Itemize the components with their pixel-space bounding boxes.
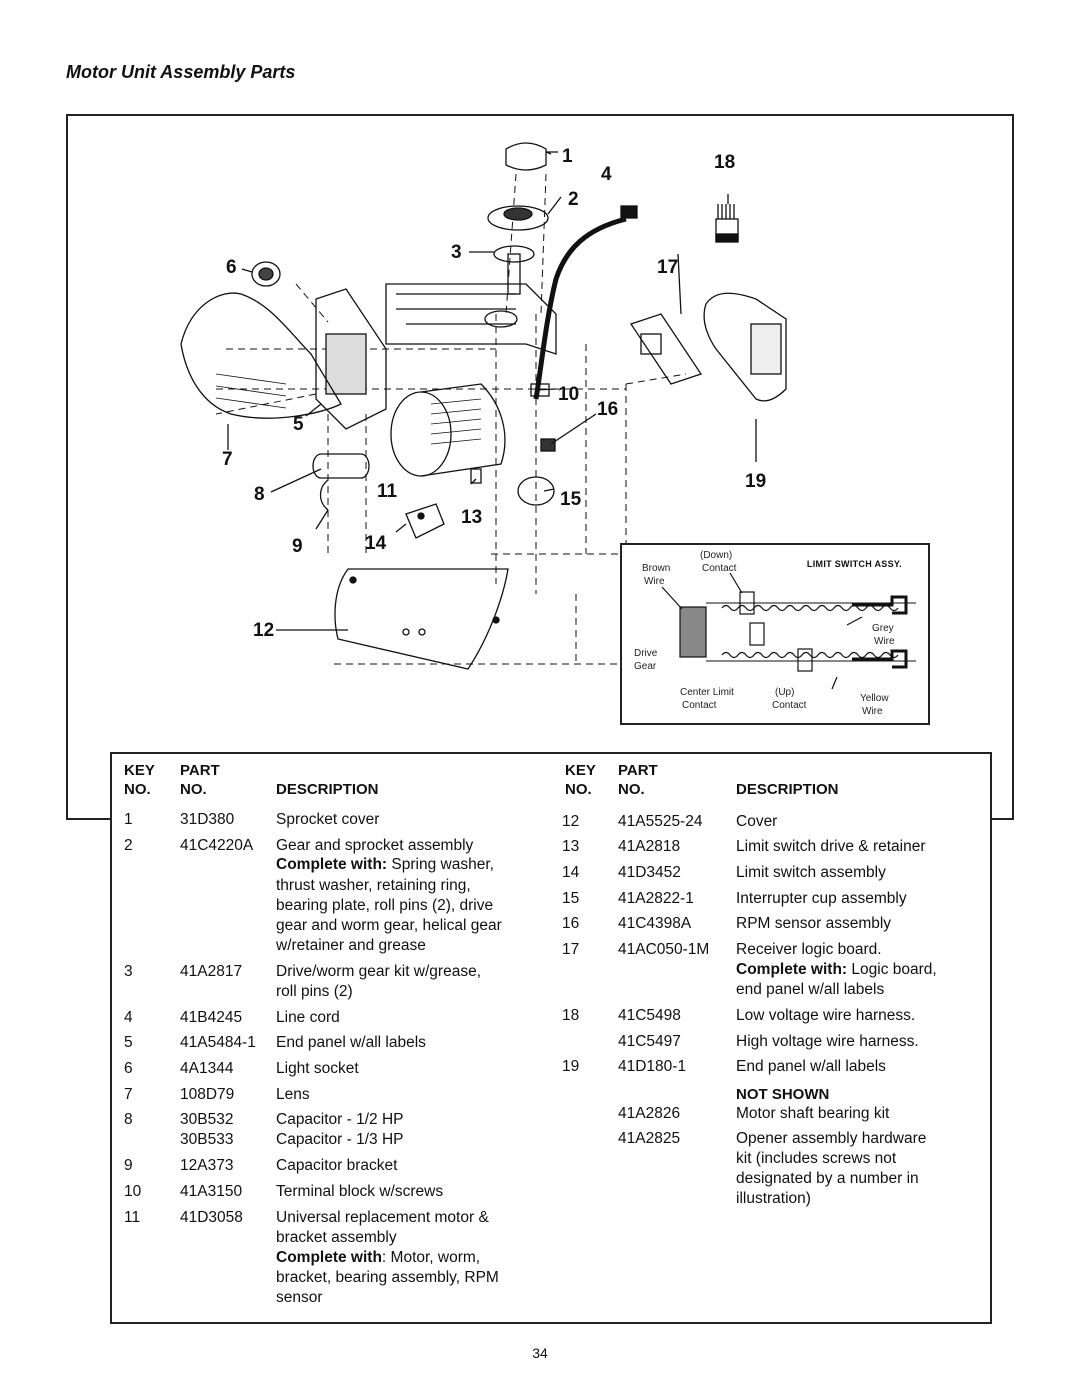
right-part-14: 41D3452 [618, 864, 681, 881]
label-up-contact: Contact [772, 700, 807, 711]
header-description-left: DESCRIPTION [276, 781, 379, 798]
label-grey-wire: Wire [874, 636, 895, 647]
complete-with-label: Complete with: [736, 961, 848, 978]
right-part-12: 41A5525-24 [618, 813, 703, 830]
header-key-right: KEY [565, 762, 596, 779]
left-key-1: 1 [124, 811, 133, 828]
callout-9: 9 [292, 536, 303, 557]
header-description-right: DESCRIPTION [736, 781, 839, 798]
right-key-13: 13 [562, 838, 580, 855]
callout-18: 18 [714, 152, 736, 173]
right-desc-14: Limit switch assembly [736, 864, 886, 881]
right-part-13: 41A2818 [618, 838, 681, 855]
callout-12: 12 [253, 620, 275, 641]
label-gear: Gear [634, 661, 657, 672]
inset-title: LIMIT SWITCH ASSY. [806, 559, 902, 569]
left-part-4: 41B4245 [180, 1009, 243, 1026]
right-extra-ns2b: designated by a number in [736, 1170, 919, 1187]
header-partno-right: NO. [618, 781, 645, 798]
complete-with-label: Complete with [276, 1249, 382, 1266]
left-desc-9: Capacitor bracket [276, 1157, 398, 1174]
left-desc-10: Terminal block w/screws [276, 1183, 444, 1200]
right-desc-19: End panel w/all labels [736, 1058, 886, 1075]
left-key-5: 5 [124, 1034, 133, 1051]
header-part-right: PART [618, 762, 658, 779]
left-complete-2 [276, 855, 494, 875]
right-key-19: 19 [562, 1058, 580, 1075]
label-yellow-wire: Wire [862, 706, 883, 717]
left-part-1: 31D380 [180, 811, 235, 828]
complete-with-label: Complete with: [276, 856, 388, 873]
label-center-limit: Center Limit [680, 687, 734, 698]
callout-11: 11 [377, 481, 398, 502]
left-extra-11b: bracket, bearing assembly, RPM [276, 1269, 499, 1286]
header-part-left: PART [180, 762, 220, 779]
right-desc-17: Receiver logic board. [736, 941, 882, 958]
header-keyno-left: NO. [124, 781, 151, 798]
right-desc-13: Limit switch drive & retainer [736, 838, 926, 855]
right-part-ns1: 41A2826 [618, 1105, 681, 1122]
label-down: (Down) [700, 550, 733, 561]
left-part-5: 41A5484-1 [180, 1034, 256, 1051]
right-part-17: 41AC050-1M [618, 941, 710, 958]
left-desc-8b: Capacitor - 1/3 HP [276, 1131, 404, 1148]
complete-with-text: Spring washer, [387, 856, 494, 873]
left-part-9: 12A373 [180, 1157, 234, 1174]
left-part-3: 41A2817 [180, 963, 243, 980]
complete-with-text: Logic board, [847, 961, 937, 978]
callout-5: 5 [293, 414, 304, 435]
label-center-contact: Contact [682, 700, 717, 711]
callout-1: 1 [562, 146, 573, 167]
header-partno-left: NO. [180, 781, 207, 798]
left-part-7: 108D79 [180, 1086, 235, 1103]
right-desc-16: RPM sensor assembly [736, 915, 892, 932]
label-brown: Brown [642, 563, 671, 574]
callout-7: 7 [222, 449, 233, 470]
right-key-17: 17 [562, 941, 580, 958]
right-desc-ns2: Opener assembly hardware [736, 1130, 927, 1147]
callout-10: 10 [558, 384, 580, 405]
callout-3: 3 [451, 242, 462, 263]
left-desc-2: Gear and sprocket assembly [276, 837, 474, 854]
right-key-14: 14 [562, 864, 580, 881]
left-extra-3: roll pins (2) [276, 983, 353, 1000]
right-extra-ns2a: kit (includes screws not [736, 1150, 897, 1167]
label-down-contact: Contact [702, 563, 737, 574]
left-key-11: 11 [124, 1209, 141, 1226]
left-desc-7: Lens [276, 1086, 310, 1103]
label-drive: Drive [634, 648, 658, 659]
left-part-10: 41A3150 [180, 1183, 243, 1200]
left-desc-1: Sprocket cover [276, 811, 380, 828]
right-desc-ns1: Motor shaft bearing kit [736, 1105, 890, 1122]
left-key-8: 8 [124, 1111, 133, 1128]
right-complete-17 [736, 960, 937, 980]
left-extra-2a: thrust washer, retaining ring, [276, 877, 471, 894]
left-extra-11c: sensor [276, 1289, 323, 1306]
right-desc-15: Interrupter cup assembly [736, 890, 907, 907]
right-key-18: 18 [562, 1007, 580, 1024]
left-key-6: 6 [124, 1060, 133, 1077]
label-grey: Grey [872, 623, 894, 634]
callout-2: 2 [568, 189, 579, 210]
label-yellow: Yellow [860, 693, 889, 704]
callout-17: 17 [657, 257, 679, 278]
callout-14: 14 [365, 533, 387, 554]
label-up: (Up) [775, 687, 795, 698]
left-desc-8: Capacitor - 1/2 HP [276, 1111, 404, 1128]
callout-16: 16 [597, 399, 619, 420]
right-key-15: 15 [562, 890, 580, 907]
left-desc-4: Line cord [276, 1009, 340, 1026]
right-key-12: 12 [562, 813, 580, 830]
right-part-ns2: 41A2825 [618, 1130, 681, 1147]
left-key-3: 3 [124, 963, 133, 980]
right-part-18: 41C5498 [618, 1007, 681, 1024]
left-extra-2b: bearing plate, roll pins (2), drive [276, 897, 494, 914]
right-extra-17: end panel w/all labels [736, 981, 885, 998]
right-part-16: 41C4398A [618, 915, 692, 932]
callout-19: 19 [745, 471, 767, 492]
left-part-8: 30B532 [180, 1111, 234, 1128]
left-key-9: 9 [124, 1157, 133, 1174]
callout-13: 13 [461, 507, 483, 528]
left-part-8b: 30B533 [180, 1131, 234, 1148]
header-keyno-right: NO. [565, 781, 592, 798]
right-part-15: 41A2822-1 [618, 890, 694, 907]
callout-8: 8 [254, 484, 265, 505]
callout-6: 6 [226, 257, 237, 278]
left-part-6: 4A1344 [180, 1060, 234, 1077]
left-desc-11: Universal replacement motor & [276, 1209, 489, 1226]
header-key-left: KEY [124, 762, 155, 779]
left-desc-6: Light socket [276, 1060, 359, 1077]
left-key-7: 7 [124, 1086, 133, 1103]
right-key-16: 16 [562, 915, 580, 932]
callout-4: 4 [601, 164, 612, 185]
left-extra-2c: gear and worm gear, helical gear [276, 917, 502, 934]
right-desc-18: Low voltage wire harness. [736, 1007, 916, 1024]
left-part-2: 41C4220A [180, 837, 254, 854]
complete-with-text: : Motor, worm, [381, 1249, 481, 1266]
left-key-2: 2 [124, 837, 133, 854]
not-shown-heading: NOT SHOWN [736, 1086, 830, 1103]
right-extra-ns2c: illustration) [736, 1190, 811, 1207]
left-desc-3: Drive/worm gear kit w/grease, [276, 963, 482, 980]
right-part-19: 41D180-1 [618, 1058, 687, 1075]
page-number: 34 [532, 1345, 548, 1361]
left-complete-11 [276, 1248, 480, 1268]
right-desc-18b: High voltage wire harness. [736, 1033, 919, 1050]
left-key-10: 10 [124, 1183, 142, 1200]
label-brown-wire: Wire [644, 576, 665, 587]
left-key-4: 4 [124, 1009, 133, 1026]
left-extra-11: bracket assembly [276, 1229, 397, 1246]
right-desc-12: Cover [736, 813, 778, 830]
callout-15: 15 [560, 489, 582, 510]
left-desc-5: End panel w/all labels [276, 1034, 426, 1051]
page-title: Motor Unit Assembly Parts [66, 62, 296, 82]
left-part-11: 41D3058 [180, 1209, 243, 1226]
left-extra-2d: w/retainer and grease [276, 937, 426, 954]
right-part-18b: 41C5497 [618, 1033, 681, 1050]
limit-switch-inset [620, 543, 930, 725]
